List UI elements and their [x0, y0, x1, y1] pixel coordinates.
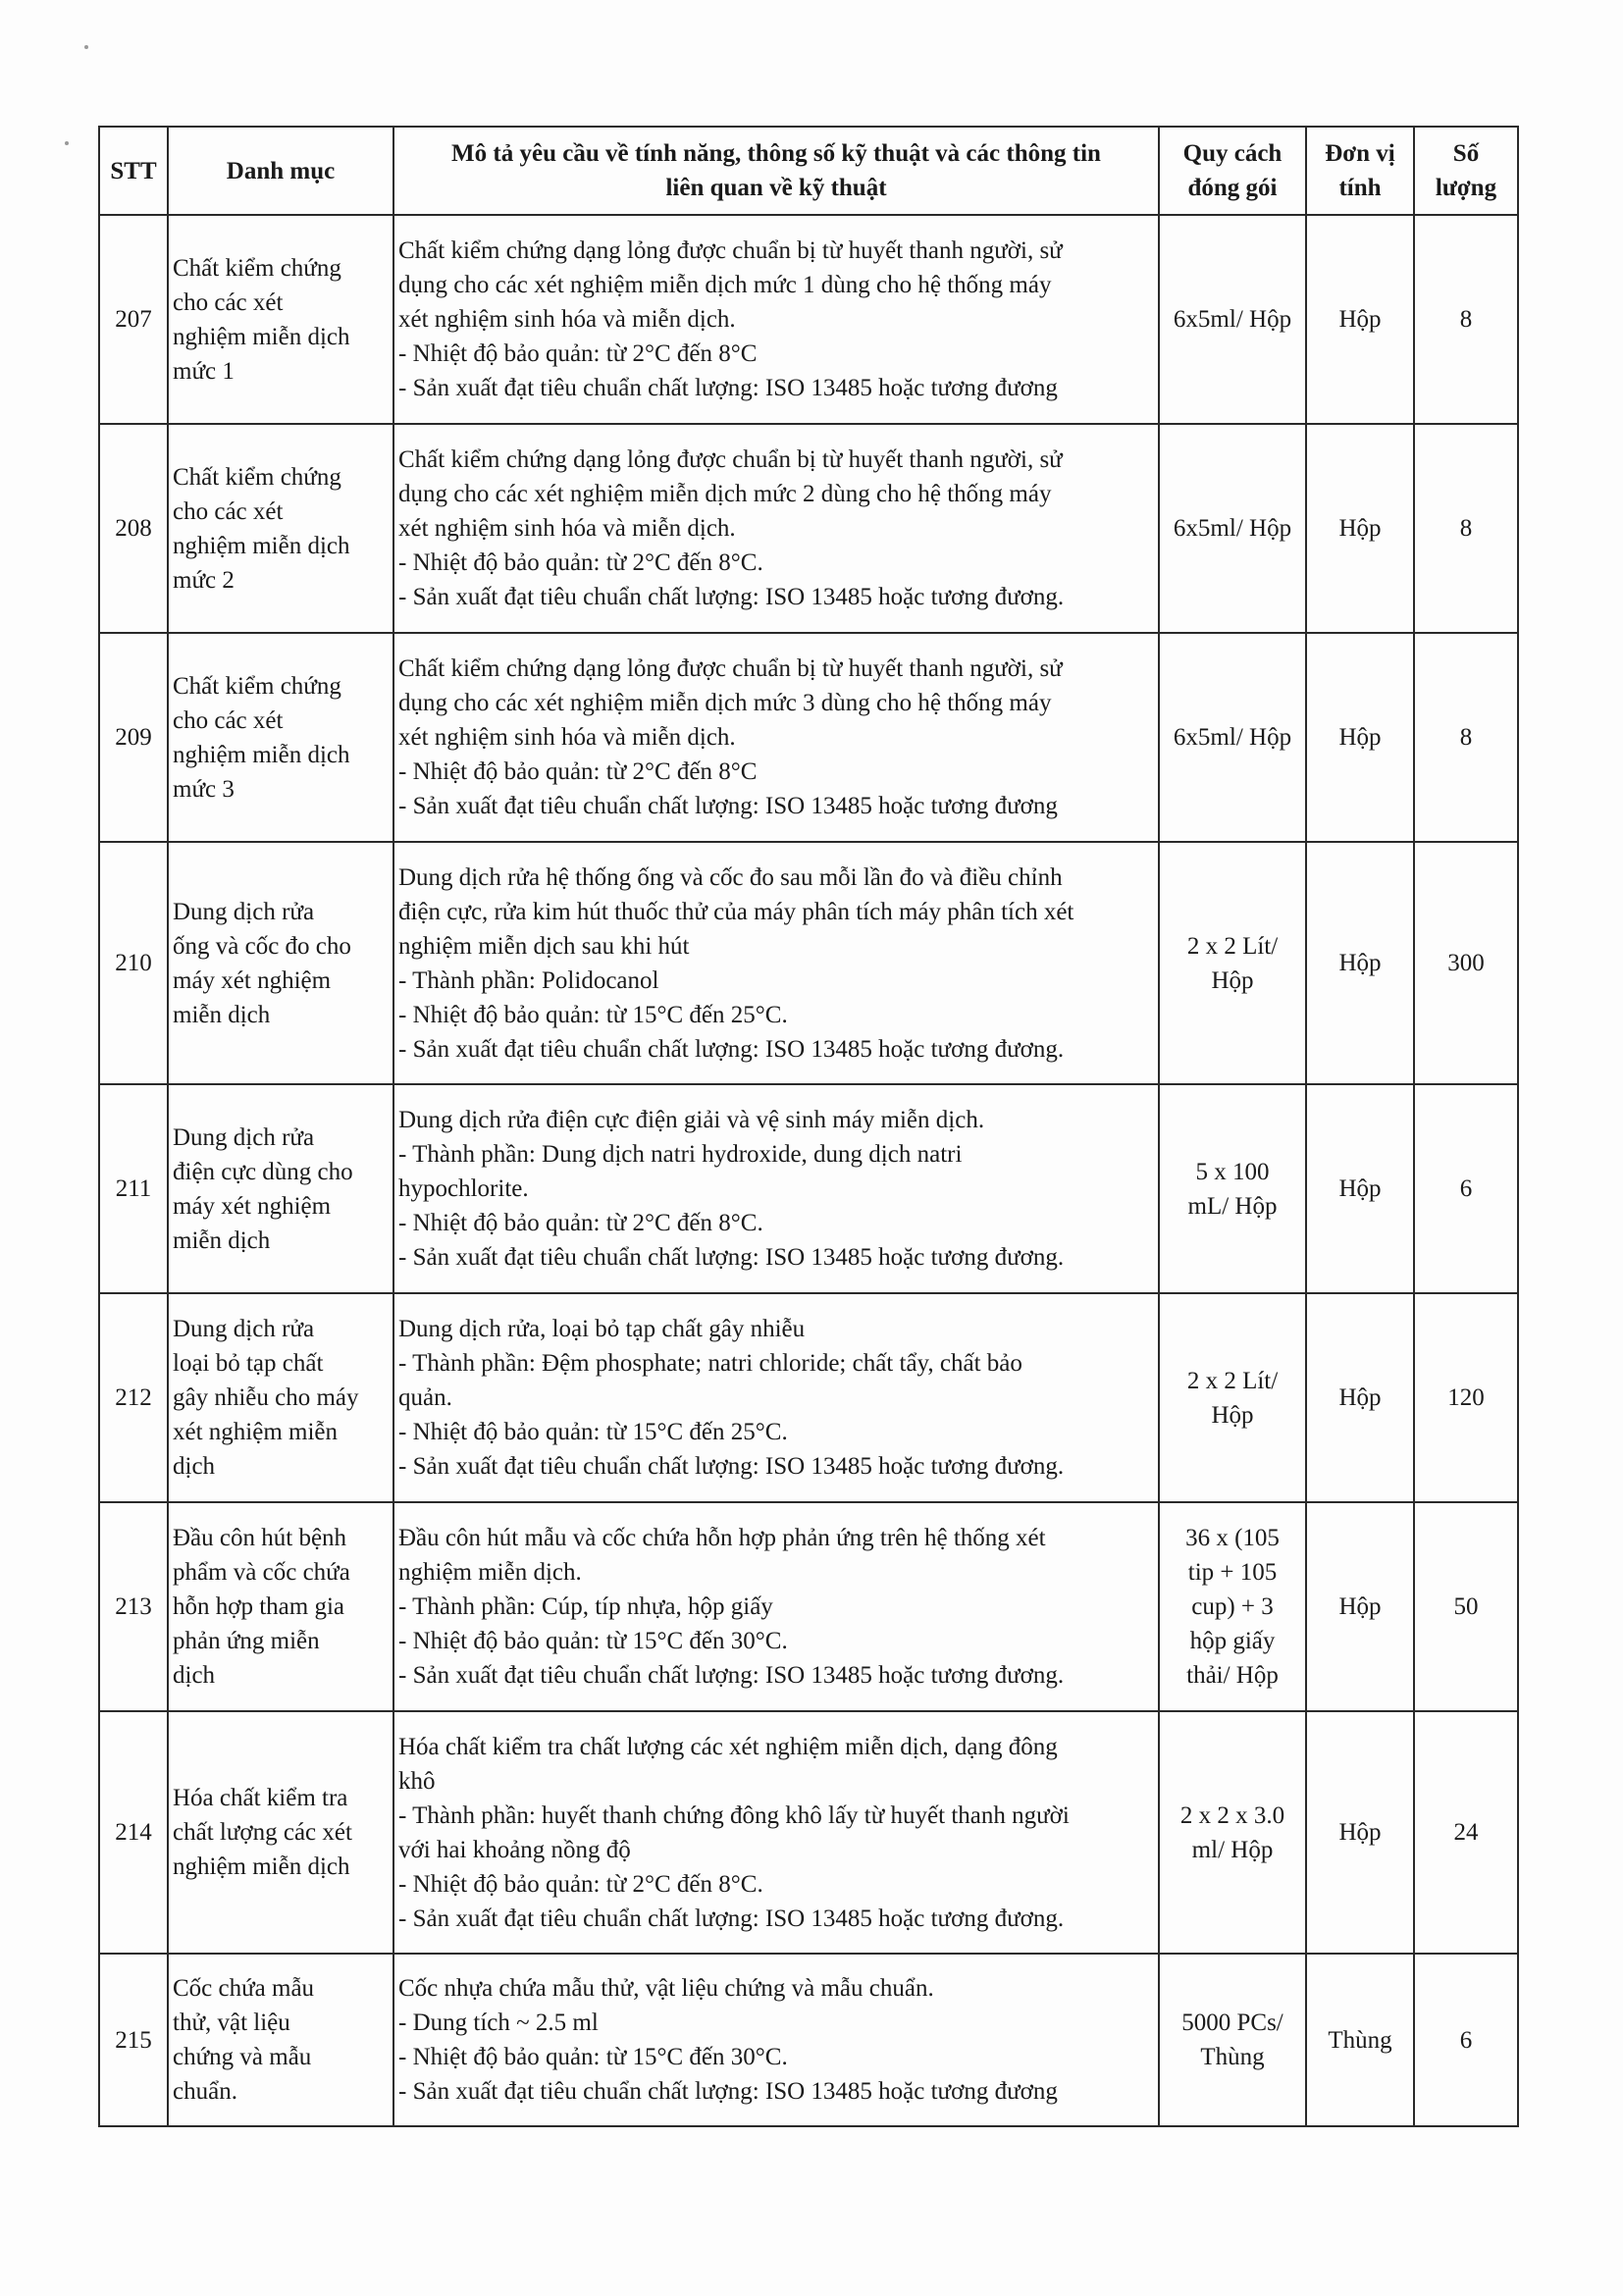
row-category-line: dịch — [173, 1453, 216, 1480]
scan-speck — [84, 45, 88, 49]
row-category — [168, 1711, 393, 1954]
table-row — [99, 215, 1518, 424]
row-description-line: Dung dịch rửa hệ thống ống và cốc đo sau mỗi lần đo và điều chỉnh — [398, 863, 1063, 891]
row-unit: Hộp — [1306, 1293, 1414, 1502]
row-packaging-line: 5 x 100 — [1195, 1158, 1270, 1185]
row-description-line: dụng cho các xét nghiệm miễn dịch mức 1 dùng cho hệ thống máy — [398, 272, 1052, 298]
header-description-line: Mô tả yêu cầu về tính năng, thông số kỹ thuật và các thông tin — [451, 140, 1101, 167]
row-packaging-line: 2 x 2 x 3.0 — [1179, 1801, 1285, 1829]
row-description-line: - Nhiệt độ bảo quản: từ 15°C đến 30°C. — [398, 1628, 788, 1654]
row-packaging-line: hộp giấy — [1189, 1628, 1276, 1654]
row-stt: 211 — [99, 1084, 168, 1293]
row-packaging-line: 6x5ml/ Hộp — [1173, 724, 1292, 751]
row-category-line: phẩm và cốc chứa — [173, 1559, 350, 1586]
row-description — [393, 424, 1159, 633]
row-description-line: - Dung tích ~ 2.5 ml — [398, 2009, 599, 2036]
table-row — [99, 842, 1518, 1084]
row-quantity: 6 — [1414, 1954, 1518, 2126]
row-description-line: - Sản xuất đạt tiêu chuẩn chất lượng: ISO 13485 hoặc tương đương — [398, 375, 1058, 401]
row-stt: 207 — [99, 215, 168, 424]
header-packaging — [1159, 127, 1306, 215]
row-stt: 208 — [99, 424, 168, 633]
row-unit: Hộp — [1306, 1502, 1414, 1711]
row-unit: Hộp — [1306, 215, 1414, 424]
row-description-line: - Nhiệt độ bảo quản: từ 2°C đến 8°C — [398, 340, 758, 367]
header-quantity-line: Số — [1452, 140, 1480, 167]
row-stt: 212 — [99, 1293, 168, 1502]
row-description-line: với hai khoảng nồng độ — [398, 1836, 631, 1863]
row-category-line: loại bỏ tạp chất — [173, 1350, 324, 1377]
table-header-row — [99, 127, 1518, 215]
row-description-line: Đầu côn hút mẫu và cốc chứa hỗn hợp phản ứng trên hệ thống xét — [398, 1525, 1046, 1551]
row-description-line: - Sản xuất đạt tiêu chuẩn chất lượng: ISO 13485 hoặc tương đương. — [398, 584, 1065, 610]
row-category-line: Dung dịch rửa — [173, 898, 315, 925]
row-description — [393, 842, 1159, 1084]
row-category-line: xét nghiệm miễn — [173, 1419, 339, 1445]
row-description-line: - Sản xuất đạt tiêu chuẩn chất lượng: ISO 13485 hoặc tương đương — [398, 2078, 1058, 2105]
row-quantity: 24 — [1414, 1711, 1518, 1954]
row-category-line: nghiệm miễn dịch — [173, 1853, 350, 1880]
row-packaging — [1159, 215, 1306, 424]
row-description — [393, 633, 1159, 842]
row-category — [168, 424, 393, 633]
table-row — [99, 424, 1518, 633]
row-description-line: Dung dịch rửa điện cực điện giải và vệ sinh máy miễn dịch. — [398, 1107, 985, 1133]
row-category — [168, 1954, 393, 2126]
table-row — [99, 1502, 1518, 1711]
row-category-line: mức 2 — [173, 566, 235, 594]
row-stt: 215 — [99, 1954, 168, 2126]
row-category-line: Chất kiểm chứng — [173, 672, 341, 700]
row-description-line: Chất kiểm chứng dạng lỏng được chuẩn bị từ huyết thanh người, sử — [398, 655, 1063, 682]
row-description-line: - Thành phần: Polidocanol — [398, 966, 659, 994]
row-packaging — [1159, 1711, 1306, 1954]
row-stt: 214 — [99, 1711, 168, 1954]
row-packaging — [1159, 842, 1306, 1084]
row-category-line: nghiệm miễn dịch — [173, 741, 350, 768]
row-quantity: 120 — [1414, 1293, 1518, 1502]
row-description-line: - Nhiệt độ bảo quản: từ 15°C đến 25°C. — [398, 1001, 788, 1028]
row-description-line: điện cực, rửa kim hút thuốc thử của máy phân tích máy phân tích xét — [398, 898, 1074, 925]
row-category — [168, 633, 393, 842]
row-category-line: cho các xét — [173, 497, 284, 525]
row-description-line: xét nghiệm sinh hóa và miễn dịch. — [398, 306, 736, 333]
row-packaging — [1159, 633, 1306, 842]
row-category-line: ống và cốc đo cho — [173, 932, 351, 960]
row-unit: Hộp — [1306, 633, 1414, 842]
row-description-line: - Nhiệt độ bảo quản: từ 2°C đến 8°C. — [398, 1870, 763, 1898]
row-category-line: máy xét nghiệm — [173, 1192, 332, 1220]
row-description-line: xét nghiệm sinh hóa và miễn dịch. — [398, 515, 736, 542]
table-row — [99, 1293, 1518, 1502]
row-packaging — [1159, 1293, 1306, 1502]
row-description-line: - Nhiệt độ bảo quản: từ 15°C đến 25°C. — [398, 1419, 788, 1445]
row-unit: Hộp — [1306, 842, 1414, 1084]
row-category — [168, 1084, 393, 1293]
row-description-line: Chất kiểm chứng dạng lỏng được chuẩn bị từ huyết thanh người, sử — [398, 446, 1063, 473]
row-description-line: - Nhiệt độ bảo quản: từ 2°C đến 8°C — [398, 758, 758, 785]
row-stt: 210 — [99, 842, 168, 1084]
row-description-line: - Thành phần: Dung dịch natri hydroxide, dung dịch natri — [398, 1141, 963, 1168]
header-stt: STT — [99, 127, 168, 215]
row-description-line: - Sản xuất đạt tiêu chuẩn chất lượng: ISO 13485 hoặc tương đương. — [398, 1035, 1065, 1063]
row-description-line: xét nghiệm sinh hóa và miễn dịch. — [398, 724, 736, 751]
scan-speck — [65, 141, 69, 145]
row-category-line: Cốc chứa mẫu — [173, 1975, 315, 2002]
row-description-line: - Thành phần: huyết thanh chứng đông khô lấy từ huyết thanh người — [398, 1801, 1070, 1829]
row-packaging-line: Thùng — [1200, 2044, 1265, 2070]
row-stt: 209 — [99, 633, 168, 842]
row-stt: 213 — [99, 1502, 168, 1711]
row-description-line: nghiệm miễn dịch. — [398, 1559, 582, 1586]
row-category-line: chứng và mẫu — [173, 2044, 312, 2070]
row-category-line: dịch — [173, 1662, 216, 1689]
row-description-line: - Nhiệt độ bảo quản: từ 15°C đến 30°C. — [398, 2044, 788, 2070]
row-packaging-line: ml/ Hộp — [1191, 1836, 1274, 1863]
row-packaging — [1159, 424, 1306, 633]
row-description-line: - Thành phần: Đệm phosphate; natri chloride; chất tẩy, chất bảo — [398, 1350, 1022, 1377]
row-description-line: nghiệm miễn dịch sau khi hút — [398, 932, 690, 960]
row-packaging — [1159, 1502, 1306, 1711]
row-unit: Hộp — [1306, 1711, 1414, 1954]
row-packaging-line: mL/ Hộp — [1187, 1192, 1278, 1220]
row-category — [168, 215, 393, 424]
row-packaging-line: 6x5ml/ Hộp — [1173, 306, 1292, 333]
row-category-line: Dung dịch rửa — [173, 1123, 315, 1151]
row-packaging-line: cup) + 3 — [1191, 1593, 1274, 1620]
row-quantity: 8 — [1414, 633, 1518, 842]
table-row — [99, 1711, 1518, 1954]
row-category-line: gây nhiễu cho máy — [173, 1384, 359, 1411]
row-unit: Thùng — [1306, 1954, 1414, 2126]
row-category-line: cho các xét — [173, 706, 284, 734]
row-description — [393, 215, 1159, 424]
row-category-line: nghiệm miễn dịch — [173, 323, 350, 350]
row-category-line: Dung dịch rửa — [173, 1316, 315, 1342]
row-category-line: Hóa chất kiểm tra — [173, 1785, 348, 1811]
table-body — [99, 215, 1518, 2126]
row-description-line: hypochlorite. — [398, 1175, 529, 1202]
header-description — [393, 127, 1159, 215]
row-description-line: - Sản xuất đạt tiêu chuẩn chất lượng: ISO 13485 hoặc tương đương. — [398, 1453, 1065, 1480]
row-packaging-line: 2 x 2 Lít/ — [1186, 1367, 1279, 1394]
row-description-line: Hóa chất kiểm tra chất lượng các xét nghiệm miễn dịch, dạng đông — [398, 1733, 1058, 1760]
header-quantity — [1414, 127, 1518, 215]
row-category-line: Đầu côn hút bệnh — [173, 1525, 347, 1551]
row-category-line: miễn dịch — [173, 1226, 271, 1254]
row-category-line: hỗn hợp tham gia — [173, 1593, 344, 1620]
header-category: Danh mục — [168, 127, 393, 215]
header-packaging-line: đóng gói — [1187, 175, 1278, 201]
row-category-line: nghiệm miễn dịch — [173, 532, 350, 559]
row-description — [393, 1711, 1159, 1954]
row-quantity: 8 — [1414, 424, 1518, 633]
row-description-line: - Thành phần: Cúp, típ nhựa, hộp giấy — [398, 1593, 773, 1620]
row-packaging — [1159, 1954, 1306, 2126]
row-quantity: 300 — [1414, 842, 1518, 1084]
row-category-line: Chất kiểm chứng — [173, 463, 341, 491]
row-description-line: - Sản xuất đạt tiêu chuẩn chất lượng: ISO 13485 hoặc tương đương. — [398, 1662, 1065, 1689]
row-description-line: Chất kiểm chứng dạng lỏng được chuẩn bị từ huyết thanh người, sử — [398, 237, 1063, 264]
row-description-line: dụng cho các xét nghiệm miễn dịch mức 2 dùng cho hệ thống máy — [398, 481, 1052, 507]
row-packaging-line: 36 x (105 — [1185, 1525, 1280, 1551]
table-row — [99, 1954, 1518, 2126]
row-category — [168, 1502, 393, 1711]
row-category-line: miễn dịch — [173, 1001, 271, 1028]
table-row — [99, 1084, 1518, 1293]
row-description-line: - Sản xuất đạt tiêu chuẩn chất lượng: ISO 13485 hoặc tương đương. — [398, 1244, 1065, 1271]
row-category-line: chuẩn. — [173, 2078, 237, 2105]
row-category-line: điện cực dùng cho — [173, 1158, 353, 1185]
row-packaging-line: Hộp — [1211, 1401, 1254, 1429]
row-unit: Hộp — [1306, 1084, 1414, 1293]
row-unit: Hộp — [1306, 424, 1414, 633]
row-description-line: - Nhiệt độ bảo quản: từ 2°C đến 8°C. — [398, 549, 763, 576]
row-packaging-line: thải/ Hộp — [1186, 1662, 1279, 1689]
row-packaging-line: 5000 PCs/ — [1181, 2009, 1283, 2036]
row-description — [393, 1502, 1159, 1711]
row-category-line: máy xét nghiệm — [173, 966, 332, 994]
row-category-line: cho các xét — [173, 288, 284, 316]
row-description — [393, 1084, 1159, 1293]
header-unit — [1306, 127, 1414, 215]
row-category-line: mức 1 — [173, 357, 235, 385]
header-packaging-line: Quy cách — [1182, 140, 1283, 167]
row-description — [393, 1954, 1159, 2126]
specification-table — [98, 126, 1519, 2127]
row-packaging-line: tip + 105 — [1187, 1559, 1278, 1586]
row-description-line: - Sản xuất đạt tiêu chuẩn chất lượng: ISO 13485 hoặc tương đương — [398, 793, 1058, 819]
row-packaging — [1159, 1084, 1306, 1293]
row-category-line: phản ứng miễn — [173, 1628, 320, 1654]
row-category-line: thử, vật liệu — [173, 2009, 290, 2036]
row-quantity: 50 — [1414, 1502, 1518, 1711]
row-packaging-line: 2 x 2 Lít/ — [1186, 932, 1279, 960]
row-category-line: Chất kiểm chứng — [173, 254, 341, 282]
header-quantity-line: lượng — [1435, 175, 1497, 201]
row-description-line: khô — [398, 1767, 436, 1795]
header-unit-line: Đơn vị — [1325, 140, 1395, 167]
row-description-line: Cốc nhựa chứa mẫu thử, vật liệu chứng và mẫu chuẩn. — [398, 1975, 934, 2002]
row-category — [168, 1293, 393, 1502]
row-category — [168, 842, 393, 1084]
row-description-line: dụng cho các xét nghiệm miễn dịch mức 3 dùng cho hệ thống máy — [398, 690, 1052, 716]
row-description-line: - Nhiệt độ bảo quản: từ 2°C đến 8°C. — [398, 1210, 763, 1236]
row-packaging-line: Hộp — [1211, 966, 1254, 994]
row-description — [393, 1293, 1159, 1502]
header-unit-line: tính — [1338, 175, 1382, 201]
row-quantity: 8 — [1414, 215, 1518, 424]
row-category-line: chất lượng các xét — [173, 1819, 352, 1846]
row-packaging-line: 6x5ml/ Hộp — [1173, 515, 1292, 542]
table-row — [99, 633, 1518, 842]
row-description-line: Dung dịch rửa, loại bỏ tạp chất gây nhiễu — [398, 1316, 806, 1342]
row-description-line: quản. — [398, 1384, 452, 1411]
row-quantity: 6 — [1414, 1084, 1518, 1293]
header-description-line: liên quan về kỹ thuật — [665, 175, 887, 201]
row-category-line: mức 3 — [173, 775, 235, 803]
row-description-line: - Sản xuất đạt tiêu chuẩn chất lượng: ISO 13485 hoặc tương đương. — [398, 1905, 1065, 1932]
